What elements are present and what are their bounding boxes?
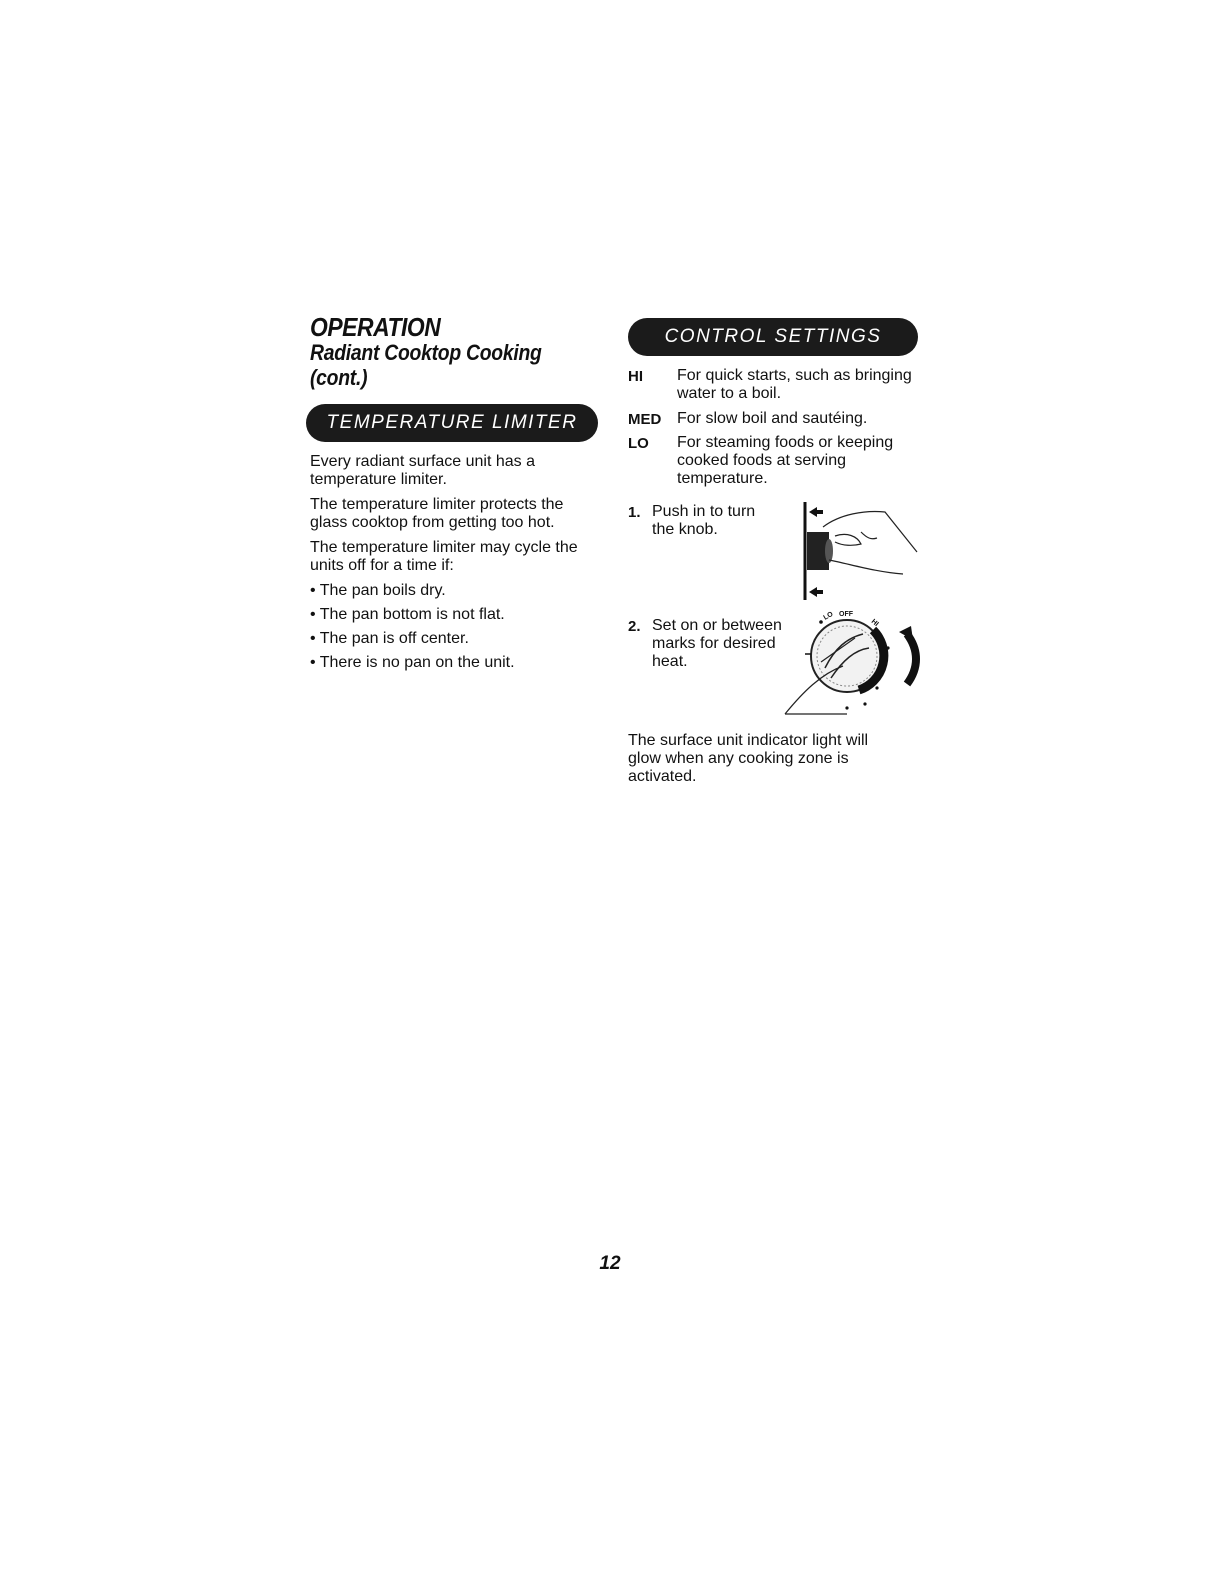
limiter-bullet-4: • There is no pan on the unit. (310, 654, 515, 671)
temperature-limiter-banner-label: TEMPERATURE LIMITER (326, 412, 578, 433)
push-arrow-bottom-icon (809, 587, 823, 597)
push-arrow-top-icon (809, 507, 823, 517)
step-number-1: 1. (628, 504, 641, 521)
control-settings-banner-label: CONTROL SETTINGS (664, 326, 882, 347)
setting-desc-hi: For quick starts, such as bringing water to a boil. (677, 367, 912, 402)
dial-mark (863, 702, 866, 705)
step-text-1: Push in to turn the knob. (652, 503, 756, 538)
limiter-paragraph-2: The temperature limiter protects the glass cooktop from getting too hot. (310, 496, 564, 531)
dial-mark (875, 686, 878, 689)
finger-outline (861, 532, 877, 539)
indicator-light-note: The surface unit indicator light will glow when any cooking zone is activated. (628, 732, 869, 785)
dial-mark (881, 670, 884, 673)
rotation-arrow-icon (907, 634, 916, 684)
limiter-bullet-2: • The pan bottom is not flat. (310, 606, 505, 623)
step-text-2: Set on or between marks for desired heat. (652, 617, 782, 670)
section-subtitle: Radiant Cooktop Cooking (cont.) (310, 340, 542, 390)
thumb-outline (835, 534, 861, 545)
dial-mark (886, 646, 889, 649)
hand-outline-upper (823, 512, 917, 552)
setting-desc-med: For slow boil and sautéing. (677, 410, 868, 427)
control-settings-banner (628, 318, 918, 356)
section-title: OPERATION (310, 312, 441, 342)
dial-label-off: OFF (839, 611, 853, 618)
limiter-bullet-1: • The pan boils dry. (310, 582, 446, 599)
setting-key-med: MED (628, 411, 662, 428)
rotary-knob-illustration (785, 608, 925, 720)
dial-label-hi: HI (869, 618, 880, 629)
limiter-paragraph-1: Every radiant surface unit has a temperature limiter. (310, 453, 536, 488)
dial-mark (819, 620, 823, 624)
dial-label-lo: LO (822, 610, 835, 622)
setting-key-hi: HI (628, 368, 643, 385)
limiter-bullet-3: • The pan is off center. (310, 630, 469, 647)
page-number: 12 (599, 1253, 621, 1274)
temperature-limiter-banner (306, 404, 598, 442)
hand-outline-lower (829, 560, 903, 574)
dial-mark (845, 706, 848, 709)
knob-face (825, 539, 833, 563)
push-knob-illustration (795, 502, 920, 607)
limiter-paragraph-3: The temperature limiter may cycle the units off for a time if: (310, 539, 578, 574)
setting-desc-lo: For steaming foods or keeping cooked foods at serving temperature. (677, 434, 894, 487)
step-number-2: 2. (628, 618, 641, 635)
setting-key-lo: LO (628, 435, 649, 452)
